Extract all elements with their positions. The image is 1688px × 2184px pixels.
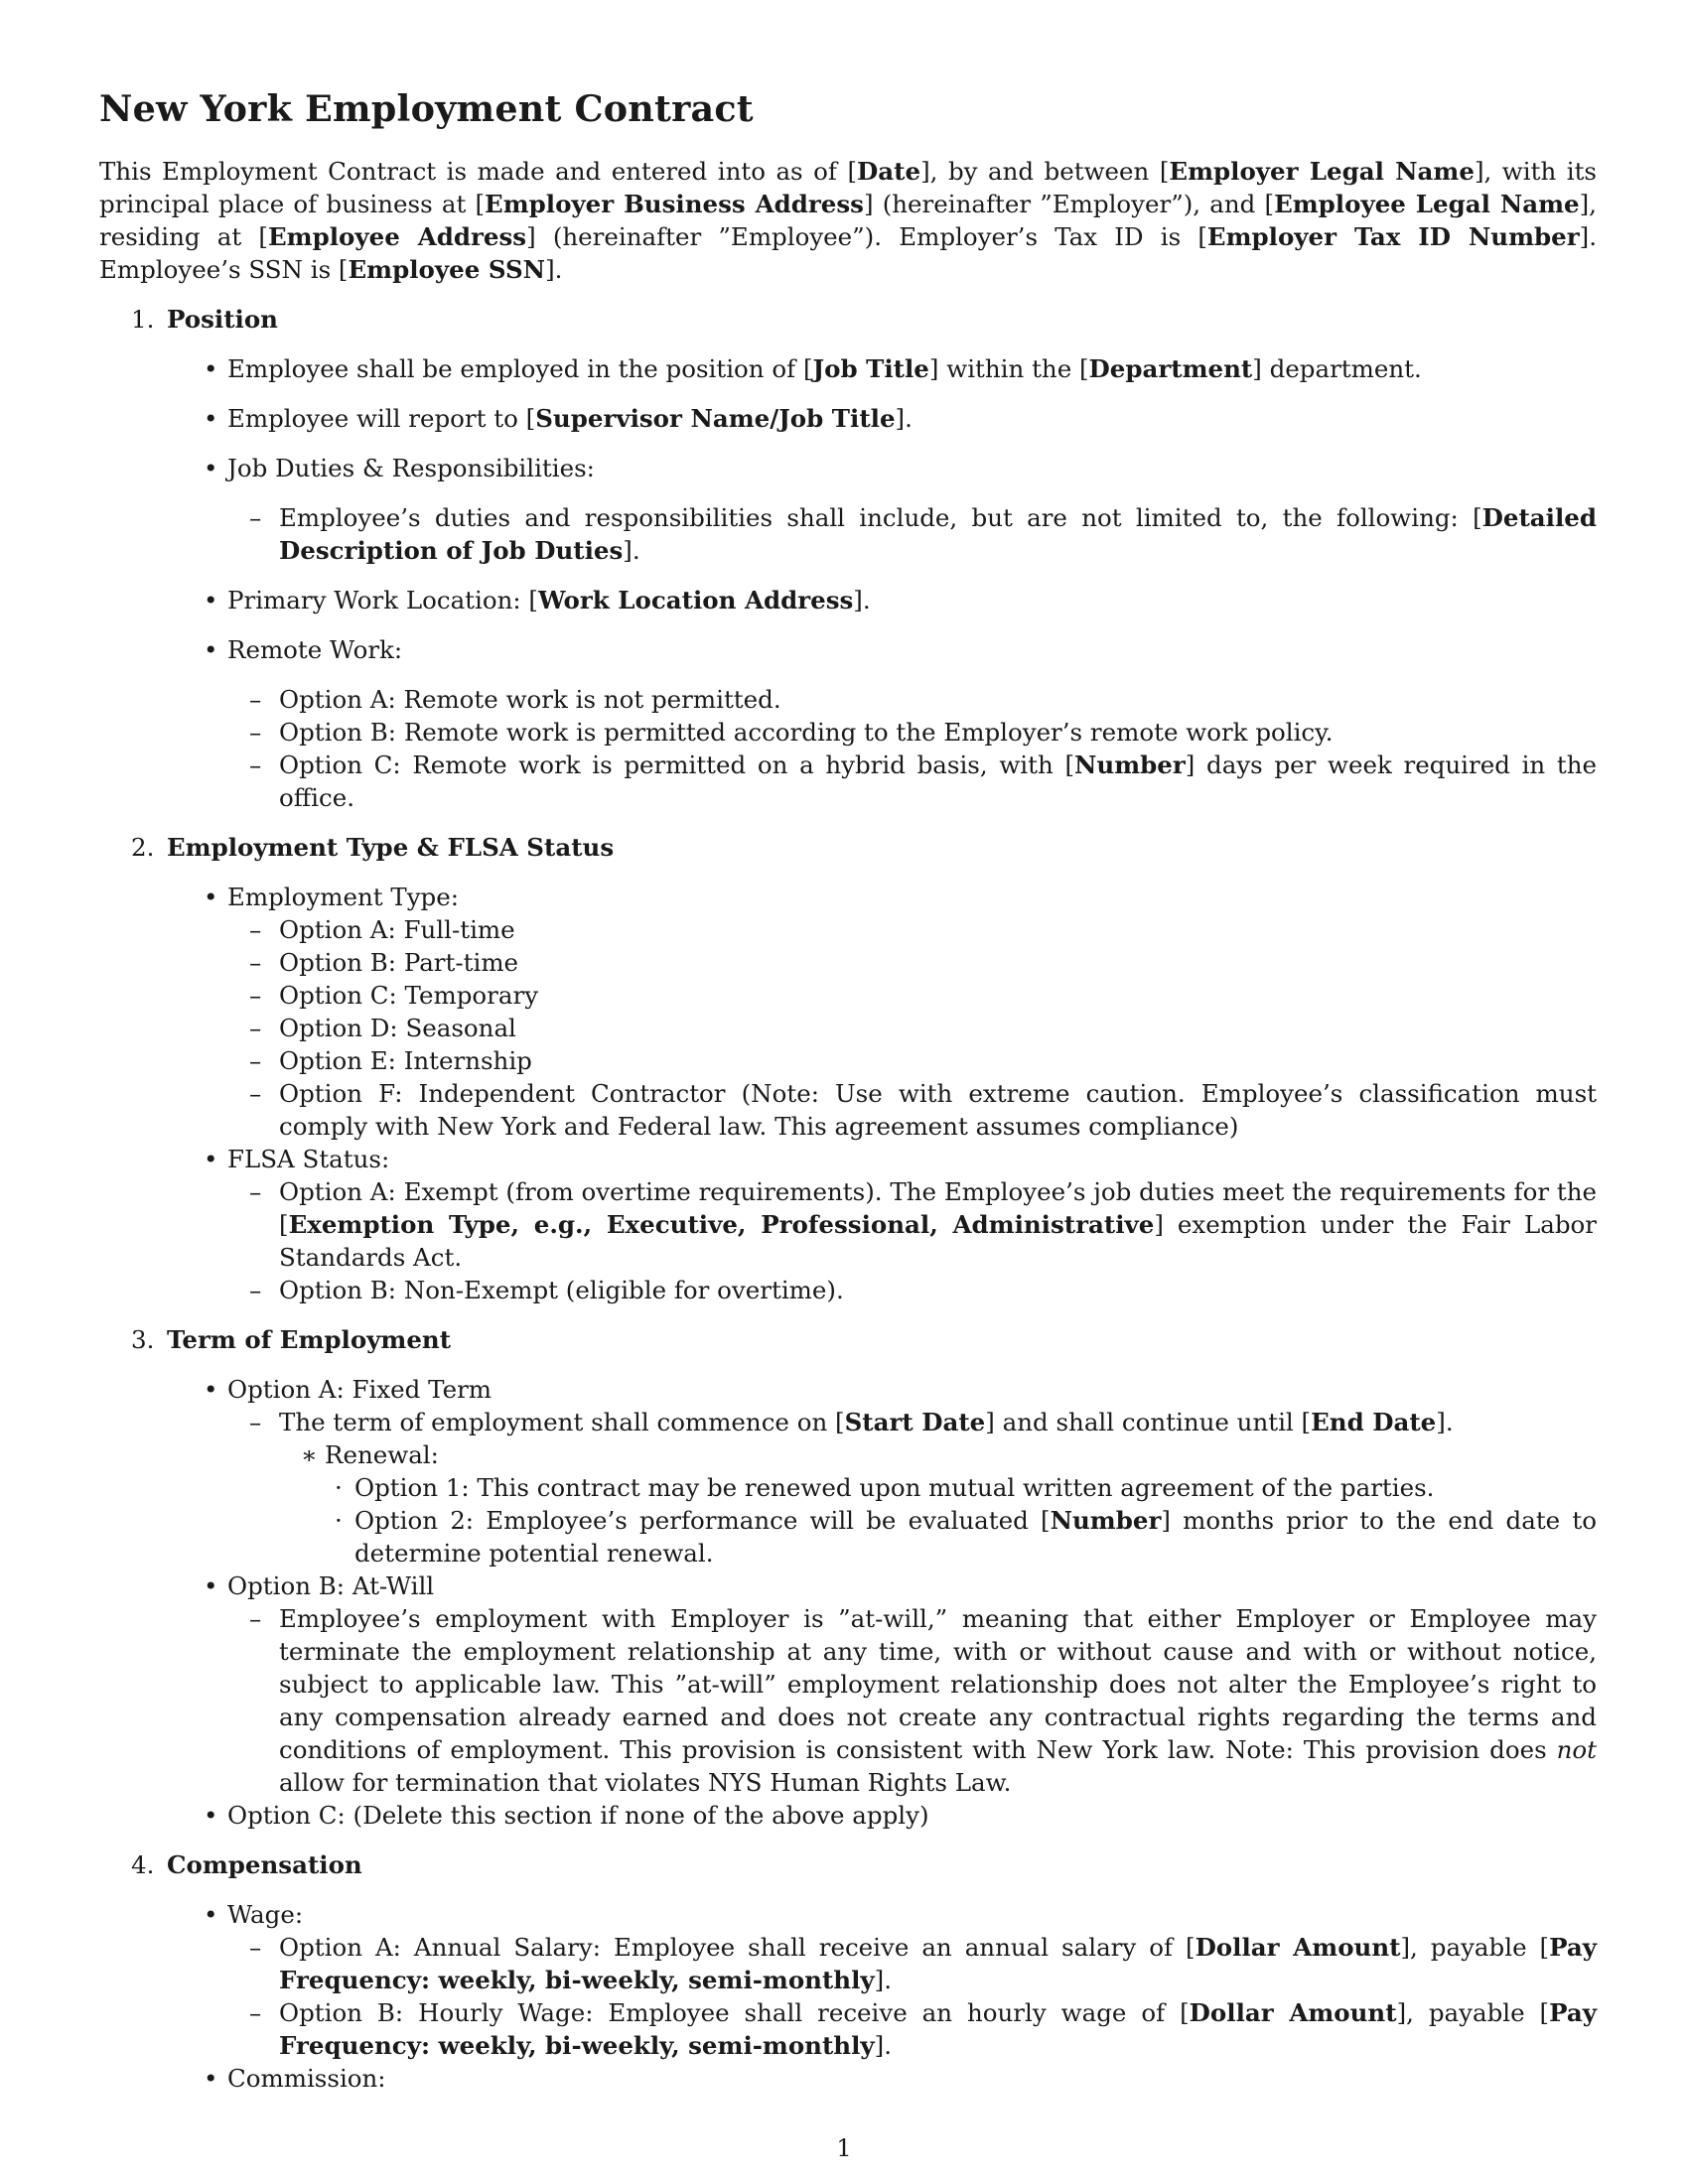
dash-marker: – <box>249 751 262 779</box>
placeholder-pay-frequency: Pay Frequency: weekly, bi-weekly, semi-monthly <box>279 1933 1597 1994</box>
list-item <box>279 1438 1597 1570</box>
dash-marker: – <box>249 685 262 714</box>
dash-marker: – <box>249 981 262 1010</box>
section-number: 3. <box>131 1325 155 1354</box>
item-text: ], payable [ <box>1396 1998 1550 2027</box>
placeholder-end-date: End Date <box>1311 1408 1437 1436</box>
list-item <box>167 1373 1597 1570</box>
item-text: Option 2: Employee’s performance will be evaluated [ <box>354 1506 1051 1535</box>
item-text: ] and shall continue until [ <box>985 1408 1312 1436</box>
item-text: Employment Type: <box>227 883 459 911</box>
list-item <box>167 2062 1597 2095</box>
section-compensation <box>99 1848 1597 2095</box>
dash-marker: – <box>249 1079 262 1108</box>
section-heading <box>99 1323 1597 1356</box>
section-position <box>99 303 1597 814</box>
list-item <box>227 1406 1597 1570</box>
list-item <box>227 1012 1597 1044</box>
list-item <box>167 881 1597 1143</box>
placeholder-number: Number <box>1050 1506 1162 1535</box>
intro-text: ], residing at [ <box>99 190 1597 251</box>
item-text: Commission: <box>227 2064 386 2093</box>
section-employment-type <box>99 831 1597 1306</box>
list-item <box>167 633 1597 814</box>
list-item <box>227 1077 1597 1143</box>
item-text: ]. <box>623 536 640 565</box>
list-item <box>167 352 1597 385</box>
intro-text: ]. <box>545 255 563 284</box>
item-text: Option A: Exempt (from overtime requirements). The Employee’s job duties meet the requirements for the [ <box>279 1177 1597 1239</box>
bullet-list <box>167 352 1597 814</box>
intro-text: This Employment Contract is made and entered into as of [ <box>99 157 858 186</box>
placeholder-supervisor: Supervisor Name/Job Title <box>535 404 896 433</box>
item-text: Option C: Remote work is permitted on a hybrid basis, with [ <box>279 751 1075 779</box>
dash-marker: – <box>249 1604 262 1633</box>
dash-marker: – <box>249 1998 262 2027</box>
item-text: Option A: Annual Salary: Employee shall receive an annual salary of [ <box>279 1933 1196 1962</box>
item-text: Option E: Internship <box>279 1046 532 1075</box>
list-item <box>227 1931 1597 1996</box>
item-text: ], payable [ <box>1400 1933 1550 1962</box>
section-title: Compensation <box>167 1850 362 1879</box>
list-item <box>227 683 1597 716</box>
item-text: Option B: Hourly Wage: Employee shall receive an hourly wage of [ <box>279 1998 1190 2027</box>
list-item <box>167 1799 1597 1832</box>
item-text: FLSA Status: <box>227 1145 390 1173</box>
dash-list <box>227 1406 1597 1570</box>
intro-text: ], by and between [ <box>920 157 1170 186</box>
placeholder-employer-name: Employer Legal Name <box>1169 157 1475 186</box>
item-text: The term of employment shall commence on [ <box>279 1408 845 1436</box>
list-item <box>167 1898 1597 2062</box>
intro-text: ] (hereinafter ”Employer”), and [ <box>863 190 1275 218</box>
item-text: ]. <box>853 586 871 614</box>
intro-text: ]. Employee’s SSN is [ <box>99 222 1598 284</box>
emphasis-text: not <box>1556 1735 1597 1764</box>
bullet-marker: • <box>204 586 218 614</box>
list-item <box>227 946 1597 979</box>
dash-list <box>227 1931 1597 2062</box>
intro-text: ], with its principal place of business at [ <box>99 157 1597 218</box>
list-item <box>167 1570 1597 1799</box>
item-text: ]. <box>895 404 913 433</box>
placeholder-date: Date <box>857 157 921 186</box>
dash-marker: – <box>249 503 262 532</box>
item-text: Employee will report to [ <box>227 404 536 433</box>
dot-marker: · <box>335 1506 343 1535</box>
section-title: Position <box>167 305 278 334</box>
dash-marker: – <box>249 718 262 747</box>
list-item <box>167 452 1597 567</box>
item-text: Option B: Part-time <box>279 948 519 977</box>
item-text: Option 1: This contract may be renewed upon mutual written agreement of the parties. <box>354 1473 1435 1502</box>
bullet-marker: • <box>204 454 218 482</box>
list-item <box>325 1471 1597 1504</box>
bullet-list <box>167 1898 1597 2095</box>
list-item <box>227 1996 1597 2062</box>
section-term <box>99 1323 1597 1832</box>
section-number: 2. <box>131 833 155 862</box>
item-text: Wage: <box>227 1900 304 1929</box>
item-text: Option B: Non-Exempt (eligible for overtime). <box>279 1276 844 1304</box>
placeholder-department: Department <box>1088 354 1253 383</box>
item-text: Option A: Full-time <box>279 915 515 944</box>
section-title: Employment Type & FLSA Status <box>167 833 615 862</box>
list-item <box>227 1602 1597 1799</box>
item-text: Job Duties & Responsibilities: <box>227 454 595 482</box>
item-text: ] months prior to the end date to determine potential renewal. <box>354 1506 1597 1568</box>
item-text: Option F: Independent Contractor (Note: Use with extreme caution. Employee’s classification must comply with New York and Federal law. This agreement assumes compliance) <box>279 1079 1597 1141</box>
dash-list <box>227 501 1597 567</box>
placeholder-dollar-amount: Dollar Amount <box>1195 1933 1401 1962</box>
dash-marker: – <box>249 1933 262 1962</box>
placeholder-employee-name: Employee Legal Name <box>1274 190 1580 218</box>
placeholder-job-duties: Detailed Description of Job Duties <box>279 503 1597 565</box>
dash-list <box>227 1175 1597 1306</box>
section-heading <box>99 831 1597 864</box>
bullet-marker: • <box>204 883 218 911</box>
placeholder-work-location: Work Location Address <box>538 586 854 614</box>
bullet-marker: • <box>204 1375 218 1404</box>
section-heading <box>99 1848 1597 1881</box>
bullet-marker: • <box>204 635 218 664</box>
bullet-list <box>167 1373 1597 1832</box>
dash-marker: – <box>249 1177 262 1206</box>
bullet-marker: • <box>204 1900 218 1929</box>
item-text: Primary Work Location: [ <box>227 586 538 614</box>
list-item <box>227 979 1597 1012</box>
item-text: Renewal: <box>325 1440 439 1469</box>
item-text: Employee’s duties and responsibilities shall include, but are not limited to, the following: [ <box>279 503 1482 532</box>
section-heading <box>99 303 1597 336</box>
list-item <box>227 1175 1597 1274</box>
list-item <box>227 749 1597 814</box>
item-text: ]. <box>1436 1408 1454 1436</box>
item-text: ] exemption under the Fair Labor Standards Act. <box>279 1210 1597 1272</box>
item-text: Employee shall be employed in the position of [ <box>227 354 813 383</box>
list-item <box>167 402 1597 435</box>
bullet-marker: • <box>204 354 218 383</box>
bullet-list <box>167 881 1597 1306</box>
item-text: ] department. <box>1252 354 1422 383</box>
bullet-marker: • <box>204 404 218 433</box>
document-page <box>99 87 1597 2095</box>
intro-paragraph <box>99 155 1597 286</box>
list-item <box>167 584 1597 616</box>
dash-marker: – <box>249 1276 262 1304</box>
list-item <box>227 1044 1597 1077</box>
item-text: Option C: Temporary <box>279 981 539 1010</box>
item-text: Remote Work: <box>227 635 403 664</box>
star-marker: ∗ <box>301 1440 318 1469</box>
list-item <box>227 501 1597 567</box>
item-text: ] days per week required in the office. <box>279 751 1597 812</box>
bullet-marker: • <box>204 1801 218 1830</box>
page-number: 1 <box>836 2134 852 2162</box>
item-text: Option D: Seasonal <box>279 1014 516 1042</box>
document-title: New York Employment Contract <box>99 87 754 130</box>
item-text: Option A: Remote work is not permitted. <box>279 685 781 714</box>
dash-marker: – <box>249 1014 262 1042</box>
section-title: Term of Employment <box>167 1325 452 1354</box>
placeholder-dollar-amount: Dollar Amount <box>1189 1998 1397 2027</box>
list-item <box>227 913 1597 946</box>
bullet-marker: • <box>204 1145 218 1173</box>
placeholder-employee-address: Employee Address <box>268 222 527 251</box>
item-text: Option C: (Delete this section if none of the above apply) <box>227 1801 929 1830</box>
dash-list <box>227 683 1597 814</box>
placeholder-number: Number <box>1074 751 1186 779</box>
star-list <box>279 1438 1597 1570</box>
section-number: 4. <box>131 1850 155 1879</box>
item-text: allow for termination that violates NYS Human Rights Law. <box>279 1768 1012 1797</box>
dash-list <box>227 1602 1597 1799</box>
dash-marker: – <box>249 915 262 944</box>
dash-marker: – <box>249 948 262 977</box>
item-text: ] within the [ <box>928 354 1089 383</box>
placeholder-employer-address: Employer Business Address <box>485 190 864 218</box>
bullet-marker: • <box>204 1571 218 1600</box>
section-number: 1. <box>131 305 155 334</box>
placeholder-start-date: Start Date <box>844 1408 986 1436</box>
item-text: ]. <box>874 1966 893 1994</box>
item-text: ]. <box>874 2031 893 2060</box>
list-item <box>325 1504 1597 1570</box>
dash-marker: – <box>249 1408 262 1436</box>
dash-list <box>227 913 1597 1143</box>
item-text: Option B: Remote work is permitted according to the Employer’s remote work policy. <box>279 718 1334 747</box>
placeholder-tax-id: Employer Tax ID Number <box>1206 222 1580 251</box>
placeholder-job-title: Job Title <box>812 354 929 383</box>
dash-marker: – <box>249 1046 262 1075</box>
intro-text: ] (hereinafter ”Employee”). Employer’s Tax ID is [ <box>526 222 1207 251</box>
dot-marker: · <box>335 1473 343 1502</box>
item-text: Employee’s employment with Employer is ”at-will,” meaning that either Employer or Employee may terminate the employment relationship at any time, with or without cause and with or without notice, subject to applicable law. This ”at-will” employment relationship does not alter the Employee’s right to any compensation already earned and does not create any contractual rights regarding the terms and conditions of employment. This provision is consistent with New York law. Note: This provision does <box>279 1604 1597 1764</box>
dot-list <box>325 1471 1597 1570</box>
list-item <box>167 1143 1597 1306</box>
list-item <box>227 716 1597 749</box>
placeholder-exemption-type: Exemption Type, e.g., Executive, Professional, Administrative <box>288 1210 1155 1239</box>
list-item <box>227 1274 1597 1306</box>
bullet-marker: • <box>204 2064 218 2093</box>
item-text: Option A: Fixed Term <box>227 1375 492 1404</box>
placeholder-pay-frequency: Pay Frequency: weekly, bi-weekly, semi-monthly <box>279 1998 1597 2060</box>
item-text: Option B: At-Will <box>227 1571 435 1600</box>
placeholder-ssn: Employee SSN <box>348 255 546 284</box>
